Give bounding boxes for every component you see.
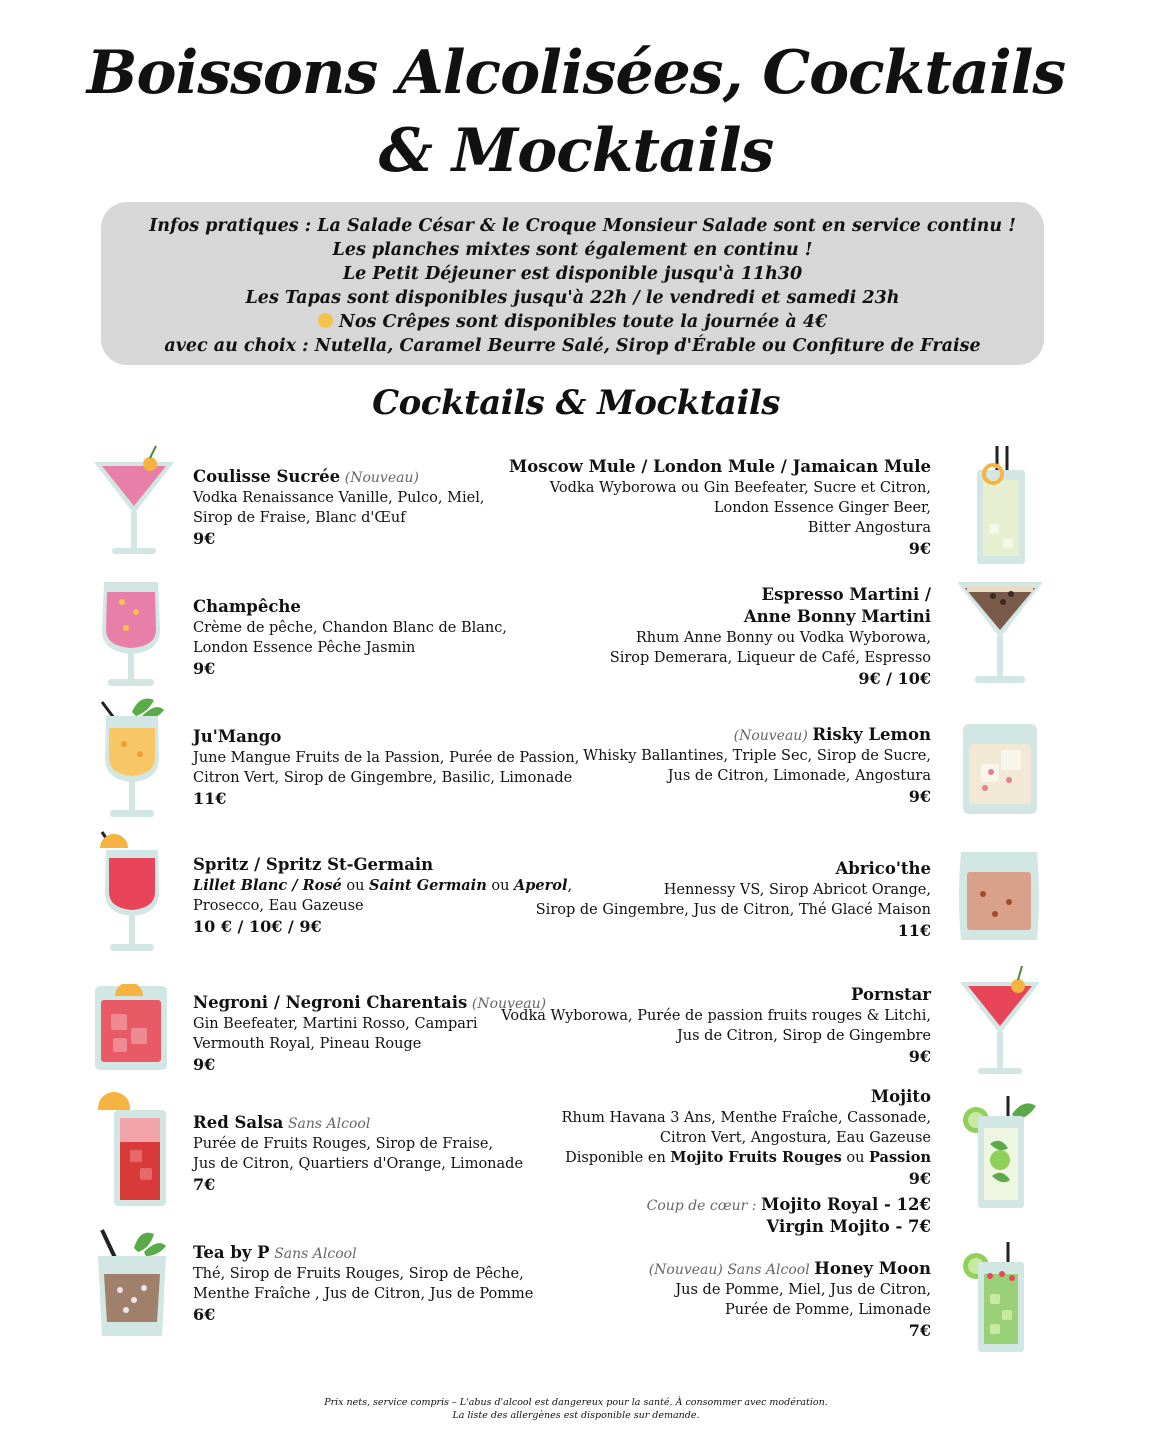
item-desc-2: Vermouth Royal, Pineau Rouge xyxy=(193,1036,422,1052)
abricothe-glass-icon xyxy=(957,850,1041,942)
item-desc-1: Rhum Anne Bonny ou Vodka Wyborowa, xyxy=(635,630,931,646)
item-desc-1: Thé, Sirop de Fruits Rouges, Sirop de Pêche, xyxy=(193,1266,524,1282)
item-name: Coulisse Sucrée xyxy=(193,467,341,486)
item-price: 9€ xyxy=(193,529,216,548)
wine-glass-mango-icon xyxy=(96,694,166,824)
pornstar-martini-icon xyxy=(958,964,1042,1078)
item-name: Pornstar xyxy=(851,985,931,1004)
item-name: Negroni / Negroni Charentais xyxy=(193,993,468,1012)
item-desc-1: Jus de Pomme, Miel, Jus de Citron, xyxy=(675,1282,931,1298)
item-price: 9€ / 10€ xyxy=(858,669,931,688)
item-price: 9€ xyxy=(908,539,931,558)
footer-line-2: La liste des allergènes est disponible sur demande. xyxy=(452,1410,700,1421)
item-mojito xyxy=(562,1086,931,1238)
item-desc-1: Vodka Wyborowa, Purée de passion fruits rouges & Litchi, xyxy=(501,1008,931,1024)
item-price: 9€ xyxy=(193,659,216,678)
item-name: Spritz / Spritz St-Germain xyxy=(193,855,434,874)
item-abricothe xyxy=(536,858,931,942)
item-name-1: Espresso Martini / xyxy=(761,585,931,604)
or-word: ou xyxy=(841,1150,870,1166)
info-box xyxy=(101,202,1044,365)
item-desc-2: London Essence Ginger Beer, xyxy=(713,500,931,516)
lillet-label: Lillet Blanc / Rosé xyxy=(193,877,342,894)
item-desc-1: Whisky Ballantines, Triple Sec, Sirop de Sucre, xyxy=(583,748,931,764)
item-desc-2: Jus de Citron, Quartiers d'Orange, Limonade xyxy=(193,1156,524,1172)
item-desc-2: Purée de Pomme, Limonade xyxy=(724,1302,931,1318)
item-mule xyxy=(509,456,931,560)
or-word: ou xyxy=(341,878,370,894)
item-name: Ju'Mango xyxy=(193,727,282,746)
or-word: ou xyxy=(486,878,515,894)
item-note: Sans Alcool xyxy=(287,1116,371,1132)
item-desc-1: Hennessy VS, Sirop Abricot Orange, xyxy=(663,882,931,898)
comma: , xyxy=(567,878,573,894)
item-jumango xyxy=(193,726,579,810)
info-line-5: Nos Crêpes sont disponibles toute la journée à 4€ xyxy=(338,312,828,332)
item-price: 11€ xyxy=(897,921,931,940)
wine-glass-pink-icon xyxy=(96,580,166,690)
aperol-label: Aperol xyxy=(514,877,568,894)
item-name: Honey Moon xyxy=(814,1259,931,1278)
item-price: 7€ xyxy=(193,1175,216,1194)
item-desc-2: Jus de Citron, Limonade, Angostura xyxy=(667,768,931,784)
item-tea-by-p xyxy=(193,1242,533,1326)
item-price: 9€ xyxy=(908,1169,931,1188)
mojito-fruits-rouges: Mojito Fruits Rouges xyxy=(670,1149,842,1166)
item-champeche xyxy=(193,596,507,680)
item-note: (Nouveau) xyxy=(733,728,808,744)
item-desc-1: Purée de Fruits Rouges, Sirop de Fraise, xyxy=(193,1136,494,1152)
item-note: (Nouveau) xyxy=(471,996,547,1012)
footer-line-1: Prix nets, service compris – L'abus d'alcool est dangereux pour la santé. À consommer avec modération. xyxy=(324,1397,828,1408)
negroni-glass-icon xyxy=(93,984,169,1072)
item-desc-2: Prosecco, Eau Gazeuse xyxy=(193,898,364,914)
item-honey-moon xyxy=(649,1258,931,1342)
coup-de-coeur-label: Coup de cœur : xyxy=(646,1198,757,1214)
tea-glass-icon xyxy=(96,1228,168,1340)
mule-highball-icon xyxy=(975,444,1027,566)
item-desc-2: Sirop de Gingembre, Jus de Citron, Thé Glacé Maison xyxy=(535,902,931,918)
mojito-royal: Mojito Royal - 12€ xyxy=(761,1195,931,1214)
item-coulisse-sucree xyxy=(193,466,484,550)
item-price: 11€ xyxy=(193,789,227,808)
item-negroni xyxy=(193,992,546,1076)
item-note: (Nouveau) xyxy=(344,470,419,486)
item-desc-1: Crème de pêche, Chandon Blanc de Blanc, xyxy=(193,620,508,636)
item-price: 10 € / 10€ / 9€ xyxy=(193,917,322,936)
red-salsa-glass-icon xyxy=(96,1088,168,1208)
info-line-2: Les planches mixtes sont également en continu ! xyxy=(332,240,813,260)
item-spritz xyxy=(193,854,572,938)
honey-moon-glass-icon xyxy=(962,1240,1034,1354)
item-desc-2: Jus de Citron, Sirop de Gingembre xyxy=(676,1028,931,1044)
item-price: 9€ xyxy=(908,787,931,806)
item-desc-1: Rhum Havana 3 Ans, Menthe Fraîche, Cassonade, xyxy=(561,1110,931,1126)
item-desc-2: London Essence Pêche Jasmin xyxy=(193,640,416,656)
mojito-passion: Passion xyxy=(869,1149,931,1166)
item-desc-1: Vodka Renaissance Vanille, Pulco, Miel, xyxy=(193,490,485,506)
item-name-2: Anne Bonny Martini xyxy=(743,607,931,626)
item-note: Sans Alcool xyxy=(274,1246,357,1262)
item-desc-1: Vodka Wyborowa ou Gin Beefeater, Sucre et Citron, xyxy=(549,480,931,496)
crepe-dot-icon xyxy=(318,313,333,328)
item-name: Red Salsa xyxy=(193,1113,284,1132)
risky-lemon-glass-icon xyxy=(961,722,1039,816)
virgin-mojito: Virgin Mojito - 7€ xyxy=(766,1217,931,1236)
item-risky-lemon xyxy=(583,724,931,808)
item-price: 7€ xyxy=(908,1321,931,1340)
item-espresso-martini xyxy=(610,584,931,690)
page-title xyxy=(0,34,1152,190)
item-price: 9€ xyxy=(193,1055,216,1074)
title-line-1: Boissons Alcolisées, Cocktails xyxy=(86,38,1066,108)
section-title: Cocktails & Mocktails xyxy=(372,383,780,423)
item-name: Mojito xyxy=(870,1087,931,1106)
footer-disclaimer xyxy=(0,1396,1152,1422)
item-name: Champêche xyxy=(193,597,301,616)
item-pornstar xyxy=(501,984,931,1068)
available-in: Disponible en xyxy=(565,1150,671,1166)
item-name: Moscow Mule / London Mule / Jamaican Mule xyxy=(509,457,931,476)
item-desc-2: Menthe Fraîche , Jus de Citron, Jus de Pomme xyxy=(193,1286,534,1302)
st-germain-label: Saint Germain xyxy=(369,877,487,894)
item-desc-1 xyxy=(193,876,572,896)
item-name: Abrico'the xyxy=(835,859,931,878)
item-red-salsa xyxy=(193,1112,523,1196)
espresso-martini-icon xyxy=(955,580,1045,690)
item-name: Risky Lemon xyxy=(812,725,931,744)
item-desc-2: Sirop Demerara, Liqueur de Café, Espresso xyxy=(609,650,931,666)
spritz-glass-icon xyxy=(96,828,166,956)
info-line-4: Les Tapas sont disponibles jusqu'à 22h / le vendredi et samedi 23h xyxy=(245,288,900,308)
info-line-1: Infos pratiques : La Salade César & le Croque Monsieur Salade sont en service continu ! xyxy=(149,216,1016,236)
title-line-2: & Mocktails xyxy=(378,116,774,186)
info-line-5-wrap xyxy=(101,310,1044,334)
mojito-glass-icon xyxy=(962,1094,1038,1210)
info-line-6: avec au choix : Nutella, Caramel Beurre Salé, Sirop d'Érable ou Confiture de Fraise xyxy=(164,336,981,356)
item-desc-2: Sirop de Fraise, Blanc d'Œuf xyxy=(193,510,406,526)
item-price: 9€ xyxy=(908,1047,931,1066)
item-desc-3 xyxy=(562,1148,931,1168)
item-desc-2: Citron Vert, Angostura, Eau Gazeuse xyxy=(659,1130,931,1146)
item-note: (Nouveau) Sans Alcool xyxy=(648,1262,810,1278)
item-price: 6€ xyxy=(193,1305,216,1324)
item-desc-2: Citron Vert, Sirop de Gingembre, Basilic, Limonade xyxy=(193,770,573,786)
info-line-3: Le Petit Déjeuner est disponible jusqu'à 11h30 xyxy=(342,264,803,284)
item-desc-3: Bitter Angostura xyxy=(807,520,931,536)
martini-pink-icon xyxy=(92,444,176,558)
item-name: Tea by P xyxy=(193,1243,270,1262)
item-desc-1: June Mangue Fruits de la Passion, Purée de Passion, xyxy=(193,750,580,766)
item-desc-1: Gin Beefeater, Martini Rosso, Campari xyxy=(193,1016,478,1032)
